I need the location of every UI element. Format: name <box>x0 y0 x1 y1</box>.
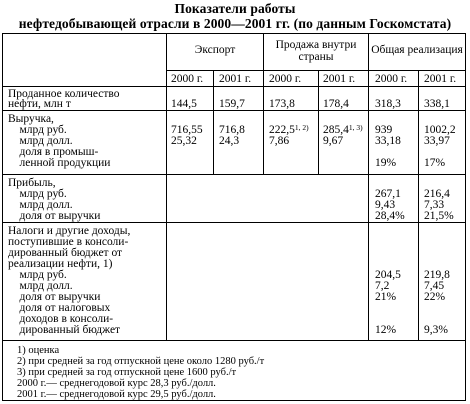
taxes-rub-2000: 204,5 <box>375 269 401 281</box>
taxes-label-10: дированный бюджет <box>8 324 121 336</box>
revenue-usd-export-2001: 24,3 <box>219 135 240 147</box>
footnote-ref-1-2: 1, 2) <box>294 123 309 132</box>
profit-usd-2000: 9,43 <box>375 199 396 211</box>
taxes-rub-2001: 219,8 <box>424 269 450 281</box>
footnote-3: 3) при средней за год отпускной цене 1600 руб./т <box>17 367 237 378</box>
taxes-label-8: доля от налоговых <box>8 302 111 314</box>
revenue-usd-domestic-2000: 7,86 <box>269 135 290 147</box>
revenue-rub-total-2000: 939 <box>375 124 393 136</box>
row-sold-label-2: нефти, млн т <box>8 98 71 110</box>
taxes-label-1: Налоги и другие доходы, <box>8 225 131 237</box>
revenue-share-total-2001: 17% <box>424 157 446 169</box>
year-domestic-2001: 2001 г. <box>323 73 356 85</box>
taxes-rev-share-2001: 22% <box>424 291 446 303</box>
profit-rub-2001: 216,4 <box>424 188 450 200</box>
year-export-2000: 2000 г. <box>171 73 204 85</box>
rule-label-col <box>166 34 167 340</box>
footnote-1: 1) оценка <box>17 345 60 356</box>
profit-share-2001: 21,5% <box>424 210 454 222</box>
sold-total-2001: 338,1 <box>424 98 450 110</box>
revenue-rub-export-2001: 716,8 <box>219 124 245 136</box>
rule-domestic-total <box>368 34 369 340</box>
revenue-usd-domestic-2001: 9,67 <box>323 135 344 147</box>
revenue-label-5: ленной продукции <box>8 157 111 169</box>
profit-share-2000: 28,4% <box>375 210 405 222</box>
taxes-usd-2000: 7,2 <box>375 280 390 292</box>
table-title-line1: Показатели работы <box>174 1 296 16</box>
revenue-rub-export-2000: 716,55 <box>171 124 203 136</box>
year-domestic-2000: 2000 г. <box>269 73 302 85</box>
year-total-2001: 2001 г. <box>424 73 457 85</box>
revenue-usd-total-2000: 33,18 <box>375 135 401 147</box>
profit-usd-2001: 7,33 <box>424 199 445 211</box>
profit-label-1: Прибыль, <box>8 177 56 189</box>
rule-header-bottom <box>3 86 465 87</box>
profit-label-2: млрд руб. <box>8 188 67 200</box>
footnote-4: 2000 г.— среднегодовой курс 28,3 руб./долл. <box>17 378 216 389</box>
year-export-2001: 2001 г. <box>219 73 252 85</box>
rule-years-top <box>166 70 465 71</box>
taxes-usd-2001: 7,45 <box>424 280 445 292</box>
sold-total-2000: 318,3 <box>375 98 401 110</box>
revenue-rub-domestic-2001-value: 285,4 <box>323 124 349 136</box>
sold-export-2001: 159,7 <box>219 98 245 110</box>
revenue-label-3: млрд долл. <box>8 135 73 147</box>
taxes-budget-share-2000: 12% <box>375 324 397 336</box>
taxes-budget-share-2001: 9,3% <box>424 324 448 336</box>
rule-footnotes <box>3 340 465 341</box>
profit-label-3: млрд долл. <box>8 199 73 211</box>
taxes-label-5: млрд руб. <box>8 269 67 281</box>
sold-domestic-2001: 178,4 <box>323 98 349 110</box>
taxes-label-9: доходов в консоли- <box>8 313 114 325</box>
revenue-rub-total-2001: 1002,2 <box>424 124 456 136</box>
table-title-line2: нефтедобывающей отрасли в 2000—2001 гг. (по данным Госкомстата) <box>18 16 452 31</box>
rule-row-revenue <box>3 174 465 175</box>
revenue-rub-domestic-2000-value: 222,5 <box>269 124 295 136</box>
profit-rub-2000: 267,1 <box>375 188 401 200</box>
rule-export-domestic <box>263 34 264 174</box>
rule-export-2000 <box>213 70 214 174</box>
taxes-label-2: поступившие в консоли- <box>8 236 129 248</box>
taxes-label-4: реализации нефти, 1) <box>8 258 113 270</box>
taxes-rev-share-2000: 21% <box>375 291 397 303</box>
statistics-table <box>2 33 466 401</box>
footnote-2: 2) при средней за год отпускной цене около 1280 руб./т <box>17 356 265 367</box>
revenue-label-4: доля в промыш- <box>8 146 99 158</box>
taxes-label-7: доля от выручки <box>8 291 101 303</box>
header-total: Общая реализация <box>371 44 463 56</box>
taxes-label-6: млрд долл. <box>8 280 73 292</box>
revenue-usd-total-2001: 33,97 <box>424 135 450 147</box>
header-export: Экспорт <box>194 44 236 56</box>
header-domestic: Продажа внутри страны <box>275 39 357 63</box>
revenue-label-2: млрд руб. <box>8 124 67 136</box>
year-total-2000: 2000 г. <box>375 73 408 85</box>
footnote-5: 2001 г.— среднегодовой курс 29,5 руб./долл. <box>17 389 216 400</box>
sold-export-2000: 144,5 <box>171 98 197 110</box>
rule-domestic-2000 <box>318 70 319 174</box>
revenue-label-1: Выручка, <box>8 113 54 125</box>
profit-label-4: доля от выручки <box>8 210 101 222</box>
row-sold-label-1: Проданное количество <box>8 88 120 100</box>
revenue-usd-export-2000: 25,32 <box>171 135 197 147</box>
rule-total-2000 <box>418 70 419 340</box>
taxes-label-3: дированный бюджет от <box>8 247 123 259</box>
revenue-share-total-2000: 19% <box>375 157 397 169</box>
sold-domestic-2000: 173,8 <box>269 98 295 110</box>
footnote-ref-1-3: 1, 3) <box>348 123 363 132</box>
